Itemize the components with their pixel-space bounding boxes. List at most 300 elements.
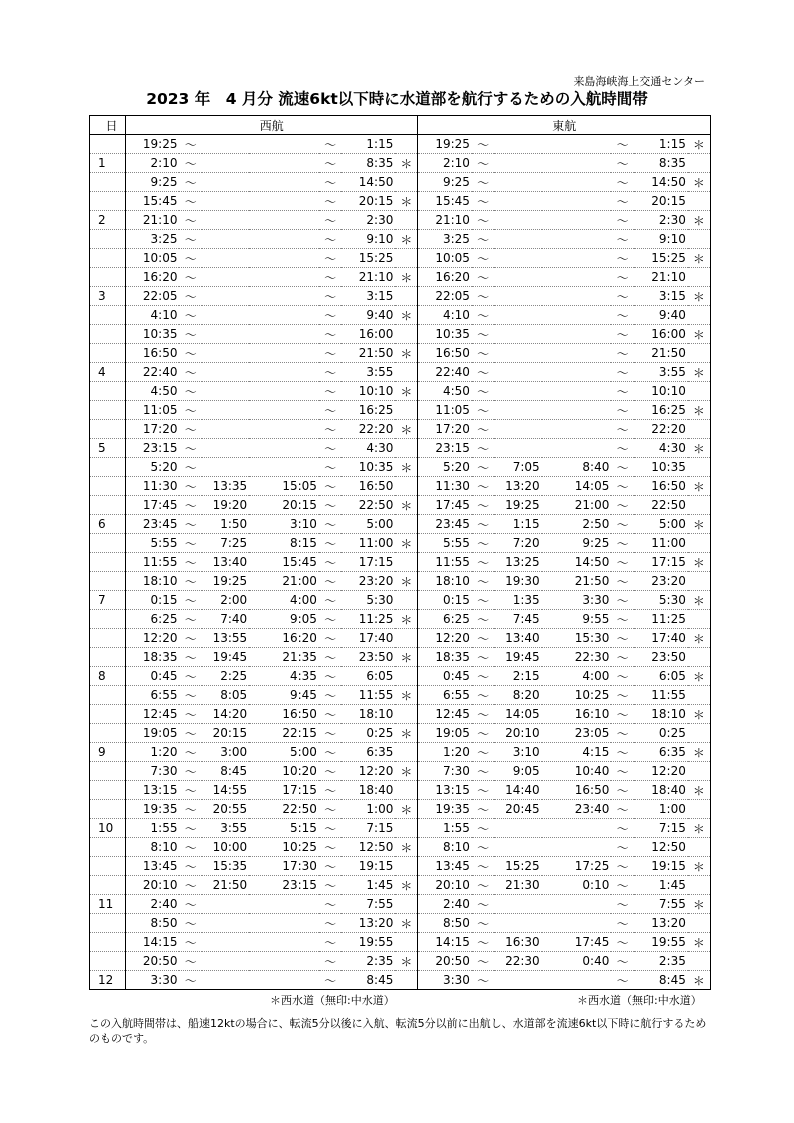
west-mid-start-time: [249, 344, 319, 363]
west-tilde: 〜: [319, 857, 341, 876]
east-end-time: 7:55: [634, 895, 688, 914]
east-mid-end-time: 13:40: [494, 629, 541, 648]
east-tilde: 〜: [611, 534, 633, 553]
west-mid-start-time: [249, 154, 319, 173]
east-channel-mark: ＊: [688, 971, 711, 990]
west-end-time: 2:35: [341, 952, 395, 971]
east-mid-start-time: [542, 401, 612, 420]
east-tilde: 〜: [611, 648, 633, 667]
east-channel-mark: ＊: [688, 249, 711, 268]
west-tilde: 〜: [319, 249, 341, 268]
day-cell: [90, 781, 126, 800]
day-cell: 6: [90, 515, 126, 534]
east-channel-mark: [688, 952, 711, 971]
east-mid-start-time: 21:50: [542, 572, 612, 591]
east-tilde: 〜: [472, 686, 494, 705]
west-mid-end-time: 15:35: [202, 857, 249, 876]
west-tilde: 〜: [179, 952, 201, 971]
west-end-time: 13:20: [341, 914, 395, 933]
east-channel-mark: ＊: [688, 743, 711, 762]
west-mid-start-time: [249, 933, 319, 952]
west-tilde: 〜: [319, 135, 341, 154]
west-tilde: 〜: [179, 838, 201, 857]
east-end-time: 15:25: [634, 249, 688, 268]
east-start-time: 12:45: [418, 705, 472, 724]
west-mid-start-time: [249, 211, 319, 230]
west-channel-mark: [395, 173, 418, 192]
day-cell: [90, 762, 126, 781]
east-channel-mark: [688, 572, 711, 591]
day-cell: 7: [90, 591, 126, 610]
west-mid-start-time: [249, 458, 319, 477]
west-mid-end-time: 3:55: [202, 819, 249, 838]
west-start-time: 19:25: [125, 135, 179, 154]
east-tilde: 〜: [611, 819, 633, 838]
east-mid-end-time: 22:30: [494, 952, 541, 971]
west-channel-mark: ＊: [395, 268, 418, 287]
table-row: [90, 496, 711, 515]
west-start-time: 2:40: [125, 895, 179, 914]
east-start-time: 2:10: [418, 154, 472, 173]
east-end-time: 20:15: [634, 192, 688, 211]
table-row: [90, 591, 711, 610]
east-tilde: 〜: [611, 458, 633, 477]
west-mid-end-time: [202, 401, 249, 420]
west-mid-end-time: 7:25: [202, 534, 249, 553]
west-tilde: 〜: [319, 876, 341, 895]
west-end-time: 10:10: [341, 382, 395, 401]
west-tilde: 〜: [319, 439, 341, 458]
table-row: [90, 800, 711, 819]
west-tilde: 〜: [319, 591, 341, 610]
west-mid-end-time: 8:05: [202, 686, 249, 705]
east-tilde: 〜: [472, 249, 494, 268]
west-start-time: 16:20: [125, 268, 179, 287]
west-end-time: 9:10: [341, 230, 395, 249]
west-channel-mark: ＊: [395, 686, 418, 705]
west-mid-end-time: 10:00: [202, 838, 249, 857]
west-tilde: 〜: [179, 743, 201, 762]
west-mid-end-time: [202, 971, 249, 990]
east-mid-start-time: 8:40: [542, 458, 612, 477]
east-channel-mark: ＊: [688, 515, 711, 534]
day-cell: [90, 629, 126, 648]
east-channel-mark: ＊: [688, 439, 711, 458]
west-tilde: 〜: [179, 724, 201, 743]
day-cell: [90, 800, 126, 819]
west-tilde: 〜: [179, 477, 201, 496]
west-mid-start-time: [249, 249, 319, 268]
east-channel-mark: ＊: [688, 591, 711, 610]
west-tilde: 〜: [319, 800, 341, 819]
west-mid-start-time: 4:35: [249, 667, 319, 686]
east-start-time: 11:55: [418, 553, 472, 572]
schedule-table: [89, 115, 711, 990]
east-start-time: 6:55: [418, 686, 472, 705]
west-tilde: 〜: [319, 154, 341, 173]
west-tilde: 〜: [319, 705, 341, 724]
east-end-time: 18:10: [634, 705, 688, 724]
east-tilde: 〜: [611, 743, 633, 762]
west-start-time: 8:50: [125, 914, 179, 933]
west-end-time: 20:15: [341, 192, 395, 211]
table-row: [90, 344, 711, 363]
table-row: [90, 211, 711, 230]
west-mid-start-time: 10:25: [249, 838, 319, 857]
east-mid-start-time: 9:25: [542, 534, 612, 553]
west-mid-end-time: 21:50: [202, 876, 249, 895]
west-channel-mark: [395, 249, 418, 268]
east-tilde: 〜: [472, 667, 494, 686]
east-channel-mark: [688, 534, 711, 553]
west-tilde: 〜: [179, 876, 201, 895]
day-cell: [90, 325, 126, 344]
header-day: 日: [90, 116, 126, 135]
east-end-time: 2:35: [634, 952, 688, 971]
east-tilde: 〜: [472, 952, 494, 971]
east-channel-mark: [688, 458, 711, 477]
west-tilde: 〜: [179, 249, 201, 268]
east-mid-start-time: [542, 838, 612, 857]
west-tilde: 〜: [319, 952, 341, 971]
east-tilde: 〜: [611, 952, 633, 971]
west-tilde: 〜: [319, 477, 341, 496]
west-tilde: 〜: [179, 933, 201, 952]
table-row: [90, 249, 711, 268]
west-mid-start-time: 20:15: [249, 496, 319, 515]
west-tilde: 〜: [179, 781, 201, 800]
day-cell: [90, 838, 126, 857]
table-row: [90, 971, 711, 990]
table-row: [90, 572, 711, 591]
west-tilde: 〜: [319, 724, 341, 743]
east-mid-start-time: 0:10: [542, 876, 612, 895]
east-end-time: 3:55: [634, 363, 688, 382]
west-mid-start-time: [249, 230, 319, 249]
east-tilde: 〜: [472, 743, 494, 762]
west-tilde: 〜: [319, 895, 341, 914]
east-mid-end-time: 2:15: [494, 667, 541, 686]
table-row: [90, 230, 711, 249]
west-channel-mark: ＊: [395, 420, 418, 439]
table-row: [90, 819, 711, 838]
day-cell: [90, 382, 126, 401]
east-end-time: 1:45: [634, 876, 688, 895]
west-end-time: 5:00: [341, 515, 395, 534]
day-cell: [90, 610, 126, 629]
west-start-time: 9:25: [125, 173, 179, 192]
east-tilde: 〜: [472, 800, 494, 819]
table-row: [90, 857, 711, 876]
east-start-time: 16:20: [418, 268, 472, 287]
table-row: [90, 154, 711, 173]
west-mid-start-time: [249, 268, 319, 287]
west-tilde: 〜: [179, 458, 201, 477]
west-channel-mark: [395, 971, 418, 990]
west-end-time: 15:25: [341, 249, 395, 268]
west-start-time: 4:10: [125, 306, 179, 325]
east-mid-end-time: [494, 439, 541, 458]
table-row: [90, 876, 711, 895]
east-mid-end-time: 14:40: [494, 781, 541, 800]
table-row: [90, 553, 711, 572]
east-end-time: 11:00: [634, 534, 688, 553]
west-mid-end-time: [202, 268, 249, 287]
west-channel-mark: ＊: [395, 534, 418, 553]
day-cell: [90, 477, 126, 496]
east-channel-mark: [688, 914, 711, 933]
west-tilde: 〜: [179, 135, 201, 154]
east-mid-start-time: [542, 230, 612, 249]
west-channel-mark: [395, 819, 418, 838]
east-start-time: 13:45: [418, 857, 472, 876]
day-cell: 5: [90, 439, 126, 458]
east-tilde: 〜: [472, 705, 494, 724]
day-cell: [90, 268, 126, 287]
east-mid-start-time: [542, 154, 612, 173]
east-start-time: 14:15: [418, 933, 472, 952]
west-tilde: 〜: [319, 192, 341, 211]
east-end-time: 1:00: [634, 800, 688, 819]
west-end-time: 19:55: [341, 933, 395, 952]
west-start-time: 8:10: [125, 838, 179, 857]
table-row: [90, 914, 711, 933]
east-tilde: 〜: [472, 268, 494, 287]
east-tilde: 〜: [472, 325, 494, 344]
west-tilde: 〜: [319, 762, 341, 781]
east-channel-mark: ＊: [688, 287, 711, 306]
table-row: [90, 363, 711, 382]
east-tilde: 〜: [472, 781, 494, 800]
west-start-time: 14:15: [125, 933, 179, 952]
east-tilde: 〜: [611, 933, 633, 952]
west-end-time: 21:50: [341, 344, 395, 363]
west-mid-start-time: 23:15: [249, 876, 319, 895]
east-mid-start-time: 23:05: [542, 724, 612, 743]
east-tilde: 〜: [611, 781, 633, 800]
west-channel-mark: [395, 477, 418, 496]
east-mid-end-time: [494, 230, 541, 249]
east-mid-end-time: [494, 154, 541, 173]
east-tilde: 〜: [472, 971, 494, 990]
east-mid-start-time: [542, 819, 612, 838]
east-tilde: 〜: [611, 496, 633, 515]
west-end-time: 0:25: [341, 724, 395, 743]
west-tilde: 〜: [179, 154, 201, 173]
west-mid-start-time: 17:30: [249, 857, 319, 876]
west-channel-mark: ＊: [395, 154, 418, 173]
east-start-time: 8:10: [418, 838, 472, 857]
west-start-time: 11:55: [125, 553, 179, 572]
table-row: [90, 838, 711, 857]
east-start-time: 19:25: [418, 135, 472, 154]
east-channel-mark: ＊: [688, 857, 711, 876]
east-end-time: 17:15: [634, 553, 688, 572]
west-end-time: 19:15: [341, 857, 395, 876]
west-end-time: 9:40: [341, 306, 395, 325]
west-start-time: 6:55: [125, 686, 179, 705]
east-mid-start-time: 21:00: [542, 496, 612, 515]
day-cell: 1: [90, 154, 126, 173]
west-end-time: 11:25: [341, 610, 395, 629]
east-tilde: 〜: [611, 382, 633, 401]
table-row: [90, 952, 711, 971]
east-mid-end-time: 7:45: [494, 610, 541, 629]
west-end-time: 6:05: [341, 667, 395, 686]
east-tilde: 〜: [472, 458, 494, 477]
east-start-time: 6:25: [418, 610, 472, 629]
day-cell: [90, 192, 126, 211]
west-channel-mark: [395, 363, 418, 382]
east-tilde: 〜: [472, 857, 494, 876]
west-tilde: 〜: [179, 610, 201, 629]
table-row: [90, 325, 711, 344]
west-tilde: 〜: [319, 515, 341, 534]
east-mid-end-time: 13:25: [494, 553, 541, 572]
table-row: [90, 268, 711, 287]
east-channel-mark: ＊: [688, 895, 711, 914]
east-start-time: 17:45: [418, 496, 472, 515]
west-start-time: 13:15: [125, 781, 179, 800]
day-cell: 9: [90, 743, 126, 762]
east-start-time: 1:20: [418, 743, 472, 762]
west-start-time: 16:50: [125, 344, 179, 363]
east-channel-mark: ＊: [688, 667, 711, 686]
east-tilde: 〜: [611, 876, 633, 895]
west-mid-start-time: 9:05: [249, 610, 319, 629]
west-tilde: 〜: [319, 325, 341, 344]
west-mid-end-time: [202, 192, 249, 211]
day-cell: [90, 724, 126, 743]
west-end-time: 12:20: [341, 762, 395, 781]
east-channel-mark: ＊: [688, 705, 711, 724]
west-end-time: 8:45: [341, 971, 395, 990]
east-channel-mark: [688, 800, 711, 819]
west-mid-start-time: [249, 439, 319, 458]
west-mid-end-time: [202, 154, 249, 173]
east-end-time: 16:25: [634, 401, 688, 420]
west-mid-start-time: 5:15: [249, 819, 319, 838]
east-tilde: 〜: [611, 173, 633, 192]
east-tilde: 〜: [611, 591, 633, 610]
east-mid-start-time: [542, 363, 612, 382]
west-tilde: 〜: [179, 363, 201, 382]
east-start-time: 23:45: [418, 515, 472, 534]
west-start-time: 11:30: [125, 477, 179, 496]
east-mid-end-time: [494, 192, 541, 211]
west-start-time: 12:45: [125, 705, 179, 724]
west-start-time: 23:45: [125, 515, 179, 534]
east-mid-end-time: 8:20: [494, 686, 541, 705]
east-mid-start-time: 16:10: [542, 705, 612, 724]
east-tilde: 〜: [611, 135, 633, 154]
east-tilde: 〜: [472, 553, 494, 572]
day-cell: 12: [90, 971, 126, 990]
west-mid-start-time: [249, 192, 319, 211]
west-end-time: 16:50: [341, 477, 395, 496]
west-tilde: 〜: [179, 420, 201, 439]
west-tilde: 〜: [319, 667, 341, 686]
east-tilde: 〜: [611, 306, 633, 325]
day-cell: [90, 496, 126, 515]
table-row: [90, 477, 711, 496]
west-start-time: 18:35: [125, 648, 179, 667]
east-start-time: 4:10: [418, 306, 472, 325]
east-start-time: 10:35: [418, 325, 472, 344]
east-tilde: 〜: [472, 211, 494, 230]
east-tilde: 〜: [611, 724, 633, 743]
west-start-time: 5:20: [125, 458, 179, 477]
day-cell: [90, 135, 126, 154]
west-end-time: 11:55: [341, 686, 395, 705]
day-cell: 3: [90, 287, 126, 306]
east-start-time: 19:35: [418, 800, 472, 819]
west-mid-end-time: 2:00: [202, 591, 249, 610]
west-end-time: 17:15: [341, 553, 395, 572]
west-tilde: 〜: [179, 800, 201, 819]
east-tilde: 〜: [611, 325, 633, 344]
east-tilde: 〜: [472, 287, 494, 306]
day-cell: [90, 572, 126, 591]
west-end-time: 4:30: [341, 439, 395, 458]
west-tilde: 〜: [319, 743, 341, 762]
east-tilde: 〜: [611, 363, 633, 382]
east-start-time: 0:45: [418, 667, 472, 686]
east-channel-mark: ＊: [688, 553, 711, 572]
east-end-time: 8:35: [634, 154, 688, 173]
west-start-time: 22:05: [125, 287, 179, 306]
east-tilde: 〜: [611, 762, 633, 781]
west-channel-mark: ＊: [395, 762, 418, 781]
west-end-time: 22:20: [341, 420, 395, 439]
west-channel-mark: [395, 401, 418, 420]
east-tilde: 〜: [611, 192, 633, 211]
west-end-time: 17:40: [341, 629, 395, 648]
west-mid-start-time: 15:45: [249, 553, 319, 572]
west-start-time: 18:10: [125, 572, 179, 591]
east-tilde: 〜: [611, 287, 633, 306]
west-end-time: 16:00: [341, 325, 395, 344]
east-end-time: 16:00: [634, 325, 688, 344]
east-start-time: 16:50: [418, 344, 472, 363]
east-mid-end-time: 15:25: [494, 857, 541, 876]
east-start-time: 21:10: [418, 211, 472, 230]
west-start-time: 4:50: [125, 382, 179, 401]
day-cell: [90, 458, 126, 477]
east-end-time: 22:50: [634, 496, 688, 515]
west-channel-mark: ＊: [395, 306, 418, 325]
east-channel-mark: [688, 724, 711, 743]
east-mid-start-time: 14:05: [542, 477, 612, 496]
east-end-time: 23:20: [634, 572, 688, 591]
east-mid-start-time: 9:55: [542, 610, 612, 629]
east-tilde: 〜: [472, 477, 494, 496]
west-mid-start-time: 16:50: [249, 705, 319, 724]
east-mid-start-time: [542, 914, 612, 933]
east-end-time: 6:05: [634, 667, 688, 686]
west-start-time: 10:05: [125, 249, 179, 268]
west-tilde: 〜: [179, 287, 201, 306]
west-tilde: 〜: [319, 572, 341, 591]
east-tilde: 〜: [472, 534, 494, 553]
east-channel-mark: ＊: [688, 819, 711, 838]
west-mid-start-time: [249, 401, 319, 420]
west-tilde: 〜: [319, 363, 341, 382]
west-channel-mark: ＊: [395, 496, 418, 515]
east-mid-end-time: 14:05: [494, 705, 541, 724]
table-row: [90, 610, 711, 629]
east-end-time: 10:10: [634, 382, 688, 401]
